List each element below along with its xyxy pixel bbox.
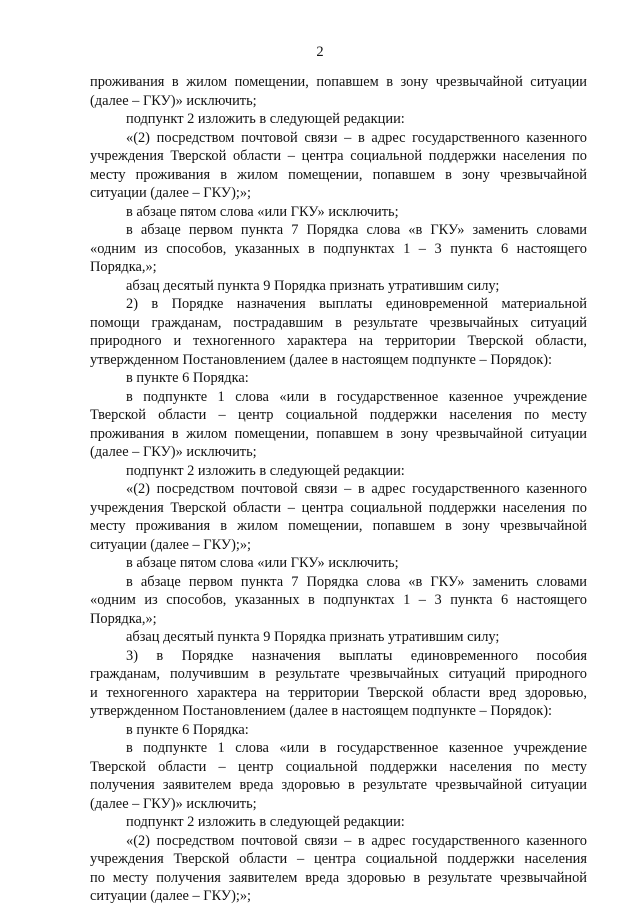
text-line: получения заявителем вреда здоровью в результате чрезвычайной ситуации: [90, 777, 587, 793]
document-body: [90, 73, 587, 906]
text-line: Тверской области – центр социальной поддержки населения по месту: [90, 407, 587, 423]
text-line: подпункт 2 изложить в следующей редакции:: [126, 814, 405, 830]
page-number: 2: [316, 44, 324, 60]
text-line: в абзаце первом пункта 7 Порядка слова «в ГКУ» заменить словами: [126, 573, 587, 590]
text-line: учреждения Тверской области – центра социальной поддержки населения: [90, 851, 587, 867]
text-line: утвержденном Постановлением (далее в настоящем подпункте – Порядок):: [90, 703, 553, 719]
text-line: и техногенного характера на территории Тверской области вред здоровью,: [90, 684, 587, 701]
text-line: гражданам, получившим в результате чрезвычайных ситуаций природного: [90, 666, 587, 682]
text-line: учреждения Тверской области – центра социальной поддержки населения по: [90, 499, 587, 516]
text-line: «(2) посредством почтовой связи – в адрес государственного казенного: [126, 481, 587, 497]
text-line: «(2) посредством почтовой связи – в адрес государственного казенного: [126, 832, 587, 849]
text-line: учреждения Тверской области – центра социальной поддержки населения по: [90, 148, 587, 164]
text-line: Порядка,»;: [90, 610, 157, 627]
text-line: месту проживания в жилом помещении, попавшем в зону чрезвычайной: [90, 518, 587, 534]
text-line: (далее – ГКУ)» исключить;: [90, 92, 257, 109]
text-line: в подпункте 1 слова «или в государственное казенное учреждение: [126, 740, 587, 756]
text-line: по месту получения заявителем вреда здоровью в результате чрезвычайной: [90, 869, 587, 886]
text-line: (далее – ГКУ)» исключить;: [90, 795, 257, 812]
text-line: месту проживания в жилом помещении, попавшем в зону чрезвычайной: [90, 166, 587, 183]
text-line: ситуации (далее – ГКУ);»;: [90, 185, 252, 201]
text-line: Порядка,»;: [90, 259, 157, 275]
text-line: помощи гражданам, пострадавшим в результате чрезвычайных ситуаций: [90, 314, 587, 331]
text-line: утвержденном Постановлением (далее в настоящем подпункте – Порядок):: [90, 351, 553, 368]
text-line: Тверской области – центр социальной поддержки населения по месту: [90, 758, 587, 775]
text-line: ситуации (далее – ГКУ);»;: [90, 536, 252, 553]
text-line: проживания в жилом помещении, попавшем в зону чрезвычайной ситуации: [90, 74, 587, 90]
text-line: «одним из способов, указанных в подпунктах 1 – 3 пункта 6 настоящего: [90, 592, 587, 608]
text-line: в абзаце пятом слова «или ГКУ» исключить;: [126, 555, 399, 571]
text-line: подпункт 2 изложить в следующей редакции:: [126, 111, 405, 127]
text-line: в абзаце первом пункта 7 Порядка слова «в ГКУ» заменить словами: [126, 222, 587, 238]
text-line: абзац десятый пункта 9 Порядка признать утратившим силу;: [126, 277, 500, 294]
text-line: «одним из способов, указанных в подпунктах 1 – 3 пункта 6 настоящего: [90, 240, 587, 257]
text-line: в подпункте 1 слова «или в государственное казенное учреждение: [126, 388, 587, 405]
text-line: абзац десятый пункта 9 Порядка признать утратившим силу;: [126, 629, 500, 645]
text-line: в пункте 6 Порядка:: [126, 370, 249, 386]
text-line: (далее – ГКУ)» исключить;: [90, 444, 257, 460]
text-line: 2) в Порядке назначения выплаты единовременной материальной: [126, 296, 587, 312]
text-line: подпункт 2 изложить в следующей редакции:: [126, 462, 405, 479]
text-line: ситуации (далее – ГКУ);»;: [90, 888, 252, 904]
text-line: в пункте 6 Порядка:: [126, 721, 249, 738]
text-line: природного и техногенного характера на территории Тверской области,: [90, 333, 587, 349]
text-line: в абзаце пятом слова «или ГКУ» исключить;: [126, 203, 399, 220]
text-line: 3) в Порядке назначения выплаты единовременного пособия: [126, 647, 587, 664]
text-line: проживания в жилом помещении, попавшем в зону чрезвычайной ситуации: [90, 425, 587, 442]
text-line: «(2) посредством почтовой связи – в адрес государственного казенного: [126, 129, 587, 146]
